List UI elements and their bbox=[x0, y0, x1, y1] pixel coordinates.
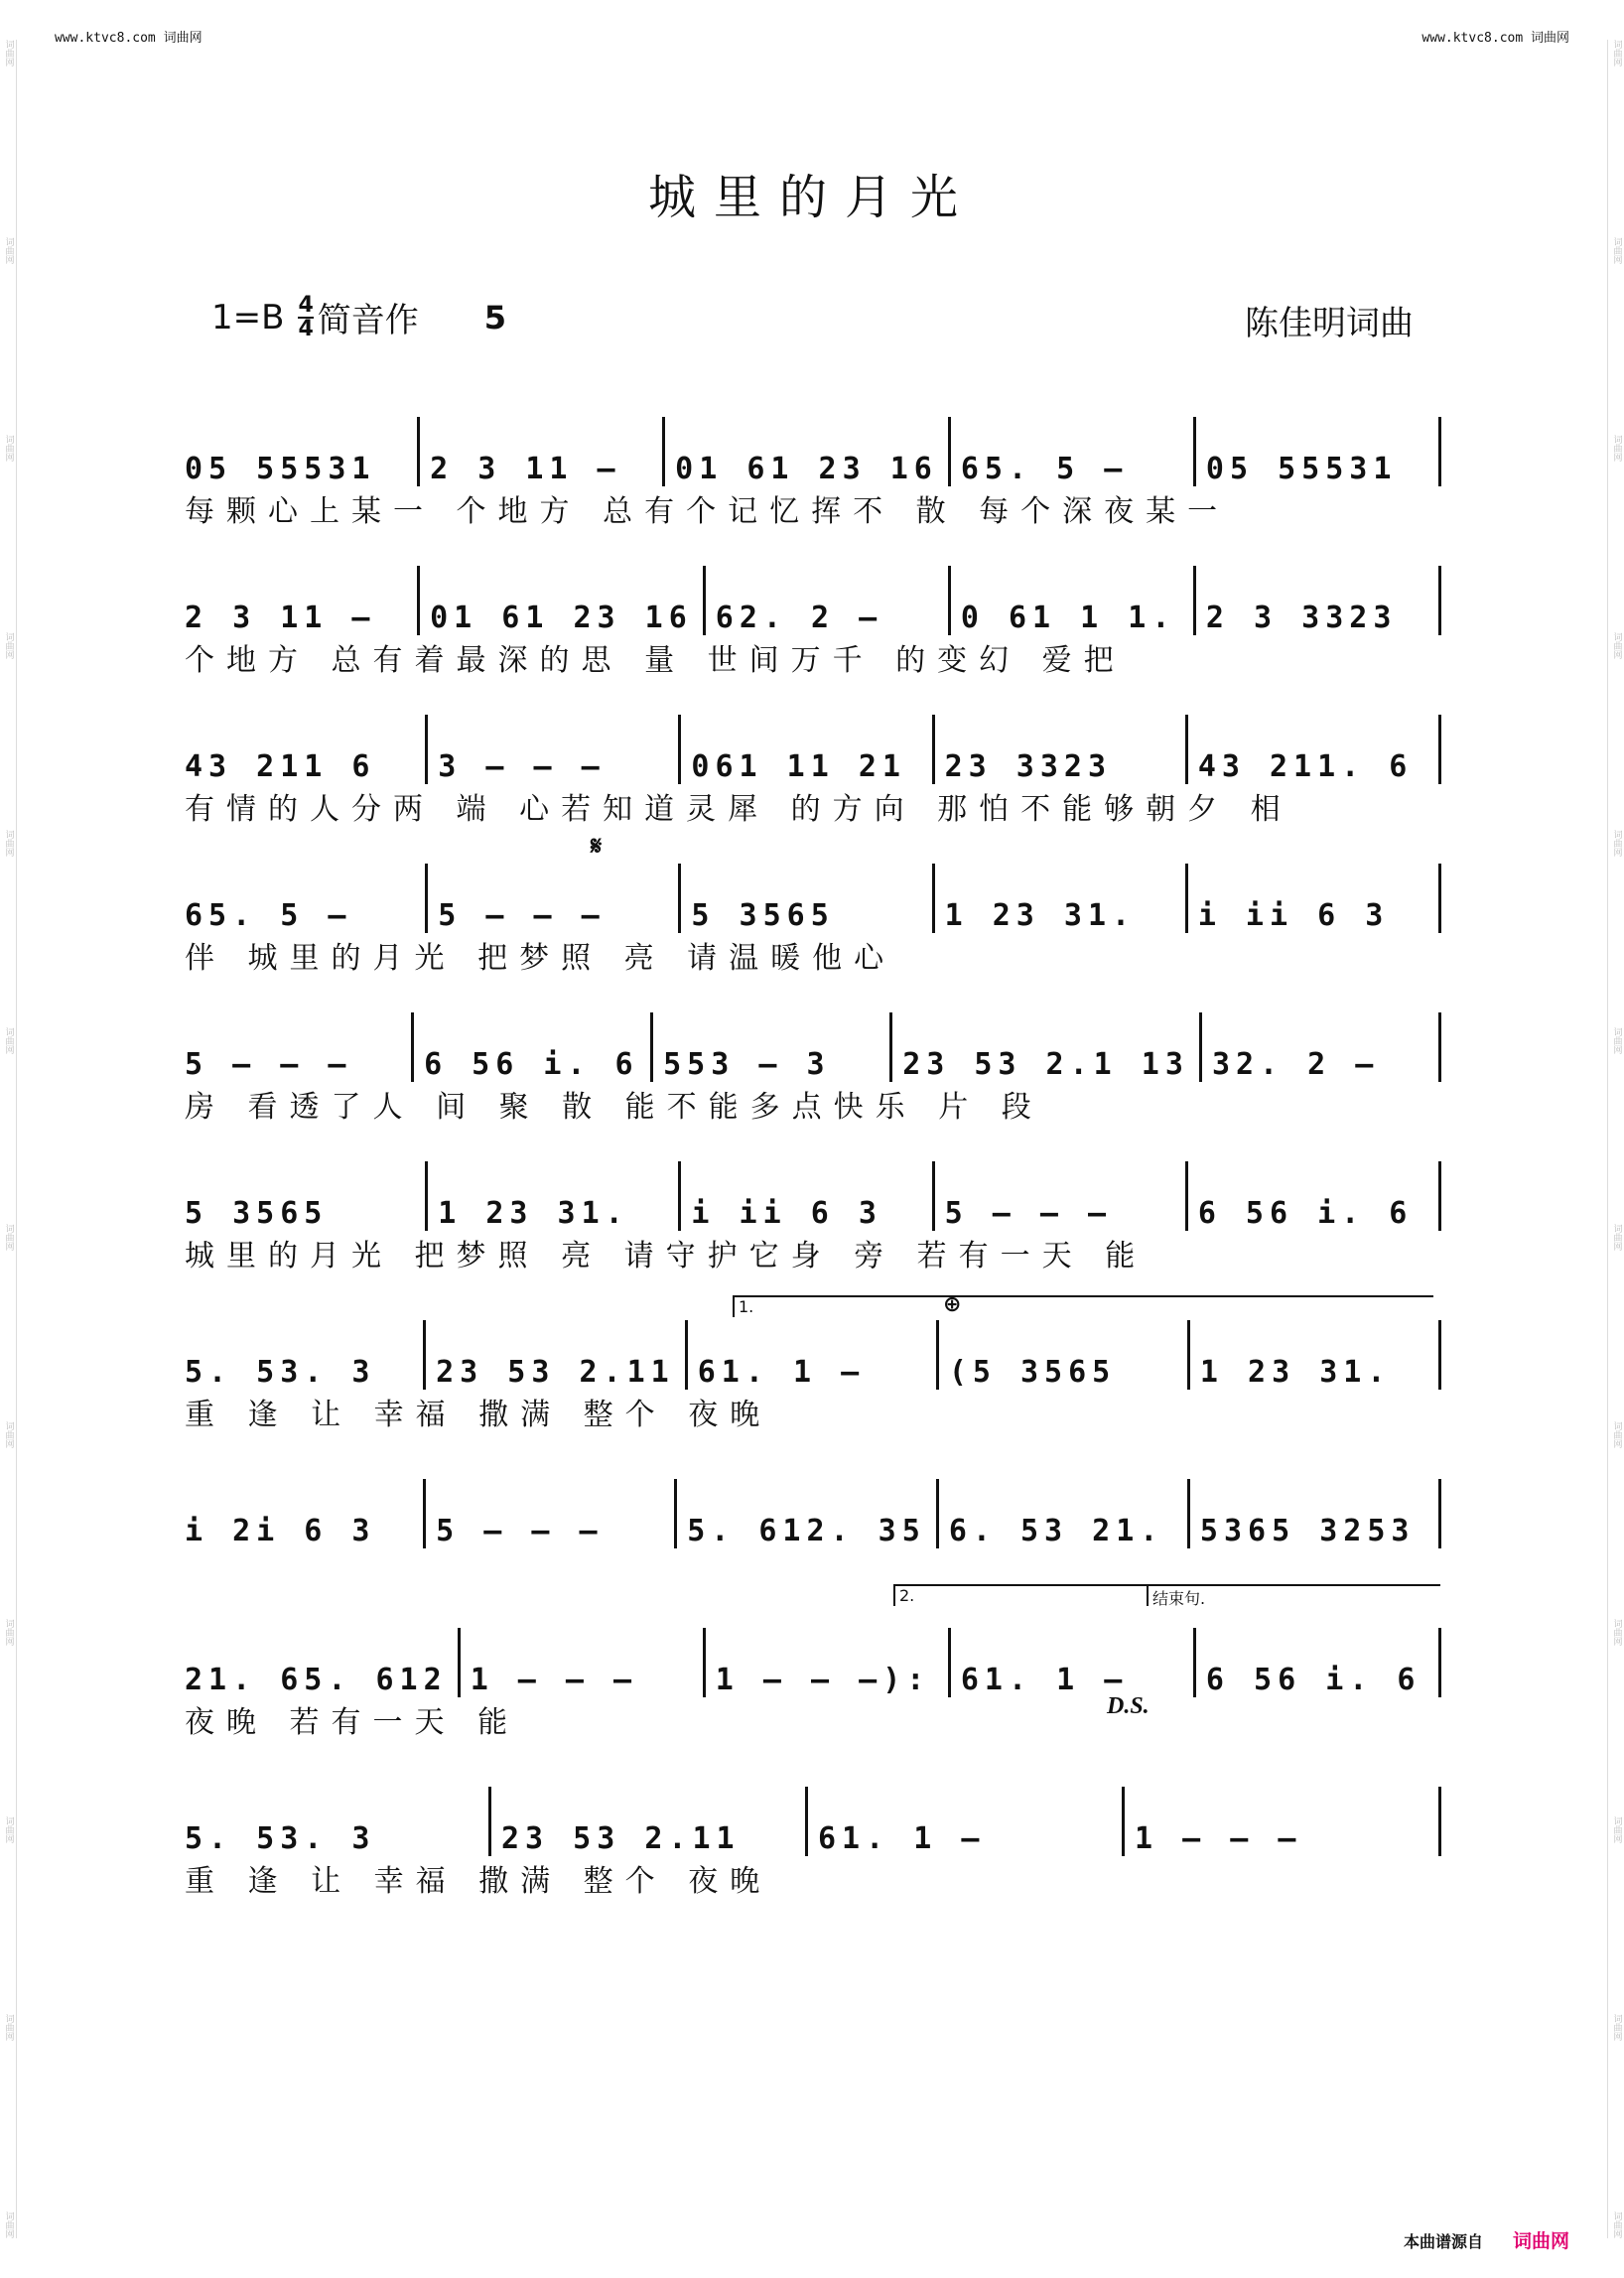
lyric-line: 每颗心上某一 个地方 总有个记忆挥不 散 每个深夜某一 bbox=[185, 494, 1230, 529]
measure: 1 – – – bbox=[461, 1628, 706, 1697]
staff-line bbox=[179, 1479, 1441, 1548]
measure: 5. 53. 3 bbox=[179, 1787, 491, 1856]
measure: 2 3 11 – bbox=[420, 417, 665, 486]
measure: 61. 1 – bbox=[951, 1628, 1196, 1697]
source-label: 简音作 bbox=[317, 301, 419, 340]
measure: 5 3565 bbox=[681, 864, 934, 933]
measure: 2 3 11 – bbox=[179, 566, 420, 635]
staff-line bbox=[179, 864, 1441, 933]
measure: 5 – – – bbox=[179, 1012, 414, 1082]
measure: 43 211. 6 bbox=[1188, 715, 1441, 784]
score-system bbox=[179, 1479, 1441, 1598]
measure: 23 53 2.11 bbox=[491, 1787, 808, 1856]
measure: i ii 6 3 bbox=[681, 1161, 934, 1231]
measure: 5. 612. 35 bbox=[677, 1479, 939, 1548]
pickup-note: 5 bbox=[483, 298, 507, 336]
lyric-line: 城里的月光 把梦照 亮 请守护它身 旁 若有一天 能 bbox=[185, 1239, 1148, 1273]
measure: 2 3 3323 bbox=[1196, 566, 1441, 635]
right-watermark-strip: 词曲网 词曲网 词曲网 词曲网 词曲网 词曲网 词曲网 词曲网 词曲网 词曲网 词曲网 词曲网 bbox=[1607, 40, 1624, 2238]
score-system bbox=[179, 1320, 1441, 1439]
score-system bbox=[179, 417, 1441, 536]
footer-site: 词曲网 bbox=[1512, 2230, 1569, 2252]
lyric-line: 重 逢 让 幸福 撒满 整个 夜晚 bbox=[185, 1398, 772, 1432]
measure: 61. 1 – bbox=[808, 1787, 1125, 1856]
header-site-right: www.ktvc8.com 词曲网 bbox=[1421, 31, 1569, 46]
measure: 65. 5 – bbox=[951, 417, 1196, 486]
staff-line bbox=[179, 1628, 1441, 1697]
lyric-line: 伴 城里的月光 把梦照 亮 请温暖他心 bbox=[185, 941, 896, 976]
footer bbox=[1404, 2226, 1569, 2253]
measure: 01 61 23 16 bbox=[665, 417, 951, 486]
measure: 1 23 31. bbox=[1190, 1320, 1441, 1390]
score-system bbox=[179, 1787, 1441, 1906]
ds-marker: D.S. bbox=[1107, 1693, 1150, 1719]
lyric-line: 有情的人分两 端 心若知道灵犀 的方向 那怕不能够朝夕 相 bbox=[185, 792, 1292, 827]
measure: 62. 2 – bbox=[706, 566, 951, 635]
measure: 23 3323 bbox=[935, 715, 1188, 784]
measure: 43 211 6 bbox=[179, 715, 428, 784]
measure: i ii 6 3 bbox=[1188, 864, 1441, 933]
measure: 05 55531 bbox=[1196, 417, 1441, 486]
measure: (5 3565 bbox=[939, 1320, 1190, 1390]
measure: i 2i 6 3 bbox=[179, 1479, 426, 1548]
score-system bbox=[179, 566, 1441, 685]
measure: 3 – – – bbox=[428, 715, 681, 784]
measure: 5 – – – bbox=[428, 864, 681, 933]
measure: 5 – – – bbox=[426, 1479, 677, 1548]
measure: 61. 1 – bbox=[688, 1320, 939, 1390]
score-system bbox=[179, 1628, 1441, 1747]
key-label: 1=B bbox=[211, 297, 285, 337]
staff-line bbox=[179, 1320, 1441, 1390]
score-system bbox=[179, 715, 1441, 834]
measure: 5. 53. 3 bbox=[179, 1320, 426, 1390]
score-system bbox=[179, 1012, 1441, 1132]
score-system bbox=[179, 1161, 1441, 1280]
measure: 05 55531 bbox=[179, 417, 420, 486]
measure: 6 56 i. 6 bbox=[414, 1012, 653, 1082]
measure: 5 – – – bbox=[935, 1161, 1188, 1231]
song-title: 城里的月光 bbox=[647, 170, 976, 225]
staff-line bbox=[179, 1787, 1441, 1856]
measure: 32. 2 – bbox=[1202, 1012, 1441, 1082]
measure: 21. 65. 612 bbox=[179, 1628, 461, 1697]
measure: 0 61 1 1. bbox=[951, 566, 1196, 635]
volta-2: 2. bbox=[893, 1584, 1148, 1606]
lyric-line: 个地方 总有着最深的思 量 世间万千 的变幻 爱把 bbox=[185, 643, 1126, 678]
staff-line bbox=[179, 715, 1441, 784]
lyric-line: 夜晚 若有一天 能 bbox=[185, 1705, 520, 1740]
measure: 6 56 i. 6 bbox=[1188, 1161, 1441, 1231]
left-watermark-strip: 词曲网 词曲网 词曲网 词曲网 词曲网 词曲网 词曲网 词曲网 词曲网 词曲网 词曲网 词曲网 bbox=[0, 40, 17, 2238]
volta-1: 1. bbox=[733, 1295, 1433, 1317]
staff-line bbox=[179, 1161, 1441, 1231]
header-site-left: www.ktvc8.com 词曲网 bbox=[55, 31, 203, 46]
measure: 23 53 2.11 bbox=[426, 1320, 688, 1390]
lyric-line: 重 逢 让 幸福 撒满 整个 夜晚 bbox=[185, 1864, 772, 1899]
lyric-line: 房 看透了人 间 聚 散 能不能多点快乐 片 段 bbox=[185, 1090, 1043, 1125]
measure: 5365 3253 bbox=[1190, 1479, 1441, 1548]
staff-line bbox=[179, 417, 1441, 486]
staff-line bbox=[179, 1012, 1441, 1082]
footer-source: 本曲谱源自 bbox=[1403, 2232, 1483, 2251]
measure: 1 – – – bbox=[1125, 1787, 1441, 1856]
measure: 5 3565 bbox=[179, 1161, 428, 1231]
measure: 061 11 21 bbox=[681, 715, 934, 784]
measure: 1 – – –): bbox=[706, 1628, 951, 1697]
staff-line bbox=[179, 566, 1441, 635]
key-signature bbox=[211, 293, 506, 341]
measure: 6 56 i. 6 bbox=[1196, 1628, 1441, 1697]
measure: 65. 5 – bbox=[179, 864, 428, 933]
measure: 1 23 31. bbox=[428, 1161, 681, 1231]
time-bottom: 4 bbox=[298, 316, 314, 341]
composer-credit: 陈佳明词曲 bbox=[1245, 304, 1414, 343]
measure: 6. 53 21. bbox=[939, 1479, 1190, 1548]
measure: 23 53 2.1 13 bbox=[892, 1012, 1202, 1082]
measure: 1 23 31. bbox=[935, 864, 1188, 933]
measure: 01 61 23 16 bbox=[420, 566, 706, 635]
time-top: 4 bbox=[298, 292, 314, 318]
measure: 553 – 3 bbox=[653, 1012, 892, 1082]
score-system bbox=[179, 864, 1441, 983]
ending-bracket: 结束句. bbox=[1147, 1584, 1440, 1606]
coda-sign: ⊕ bbox=[943, 1292, 962, 1317]
time-signature bbox=[298, 292, 314, 341]
segno-sign: 𝄋 bbox=[591, 832, 603, 862]
